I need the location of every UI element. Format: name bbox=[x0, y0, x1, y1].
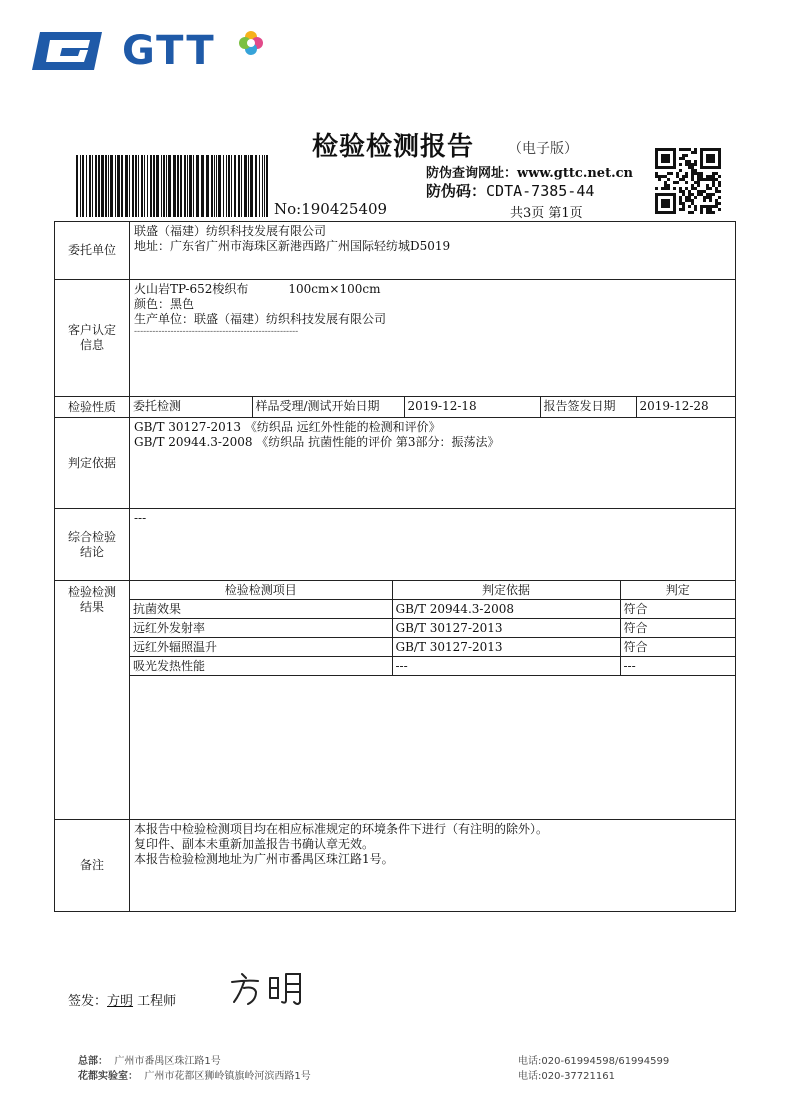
sample-label-line2: 信息 bbox=[79, 338, 104, 352]
verify-url: www.gttc.net.cn bbox=[517, 166, 633, 181]
result-verdict: 符合 bbox=[620, 638, 735, 657]
inspection-type: 委托检测 bbox=[130, 397, 252, 417]
results-row bbox=[55, 581, 736, 820]
result-verdict: --- bbox=[620, 657, 735, 676]
conclusion-row bbox=[55, 509, 736, 581]
basis-line2: GB/T 20944.3-2008 《纺织品 抗菌性能的评价 第3部分：振荡法》 bbox=[134, 435, 500, 449]
results-table bbox=[130, 581, 735, 676]
client-name: 联盛（福建）纺织科技发展有限公司 bbox=[134, 224, 327, 238]
qr-code-icon bbox=[655, 148, 721, 214]
lab-address: 广州市花都区狮岭镇旗岭河滨西路1号 bbox=[144, 1071, 311, 1082]
result-item: 远红外辐照温升 bbox=[130, 638, 392, 657]
table-row bbox=[130, 638, 735, 657]
report-table bbox=[54, 221, 736, 912]
remarks-label: 备注 bbox=[55, 820, 130, 912]
client-address: 地址：广东省广州市海珠区新港西路广州国际轻纺城D5019 bbox=[134, 239, 451, 253]
result-item: 吸光发热性能 bbox=[130, 657, 392, 676]
result-verdict: 符合 bbox=[620, 600, 735, 619]
sample-row bbox=[55, 280, 736, 397]
lab-label: 花都实验室： bbox=[78, 1071, 138, 1082]
signer-title: 工程师 bbox=[137, 994, 177, 1009]
results-label-line1: 检验检测 bbox=[67, 585, 116, 599]
client-row bbox=[55, 222, 736, 280]
basis-label: 判定依据 bbox=[55, 418, 130, 509]
sample-date: 2019-12-18 bbox=[404, 397, 540, 417]
conclusion-label bbox=[55, 509, 130, 581]
hq-phone: 电话:020-61994598/61994599 bbox=[518, 1056, 670, 1067]
table-row bbox=[130, 600, 735, 619]
results-header-basis: 判定依据 bbox=[392, 581, 620, 600]
signature-label: 签发： bbox=[68, 994, 108, 1009]
result-basis: GB/T 20944.3-2008 bbox=[392, 600, 620, 619]
sample-dash-line: ------------------------------------------------------ bbox=[134, 327, 299, 337]
results-label-line2: 结果 bbox=[79, 600, 104, 614]
sample-date-label: 样品受理/测试开始日期 bbox=[252, 397, 404, 417]
signer-name: 方明 bbox=[107, 994, 134, 1009]
table-row bbox=[130, 619, 735, 638]
report-number: No:190425409 bbox=[274, 200, 388, 218]
hq-address: 广州市番禺区珠江路1号 bbox=[114, 1056, 221, 1067]
remarks-line1: 本报告中检验检测项目均在相应标准规定的环境条件下进行（有注明的除外）。 bbox=[134, 822, 549, 836]
results-header-item: 检验检测项目 bbox=[130, 581, 392, 600]
inspection-label: 检验性质 bbox=[55, 397, 130, 418]
issue-date: 2019-12-28 bbox=[636, 397, 735, 417]
lab-phone: 电话:020-37721161 bbox=[518, 1071, 615, 1082]
sample-size: 100cm×100cm bbox=[288, 282, 381, 296]
conclusion-value: --- bbox=[130, 509, 736, 581]
logo-flower-icon bbox=[238, 30, 264, 56]
table-row bbox=[130, 657, 735, 676]
barcode-icon bbox=[76, 155, 272, 217]
gtt-logo-icon bbox=[32, 28, 104, 74]
page-title: 检验检测报告 bbox=[312, 132, 475, 162]
result-item: 远红外发射率 bbox=[130, 619, 392, 638]
client-label: 委托单位 bbox=[55, 222, 130, 280]
basis-line1: GB/T 30127-2013 《纺织品 远红外性能的检测和评价》 bbox=[134, 420, 441, 434]
inspection-row bbox=[55, 397, 736, 418]
sample-product: 火山岩TP-652梭织布 bbox=[134, 282, 249, 296]
sample-manufacturer: 生产单位：联盛（福建）纺织科技发展有限公司 bbox=[134, 312, 387, 326]
remarks-line2: 复印件、副本未重新加盖报告书确认章无效。 bbox=[134, 837, 375, 851]
results-label bbox=[55, 581, 130, 820]
sample-label-line1: 客户认定 bbox=[67, 323, 116, 337]
results-header-verdict: 判定 bbox=[620, 581, 735, 600]
verify-label: 防伪查询网址： bbox=[426, 166, 518, 181]
result-item: 抗菌效果 bbox=[130, 600, 392, 619]
anti-fake-label: 防伪码： bbox=[426, 182, 487, 200]
result-verdict: 符合 bbox=[620, 619, 735, 638]
result-basis: --- bbox=[392, 657, 620, 676]
results-header-row bbox=[130, 581, 735, 600]
basis-row bbox=[55, 418, 736, 509]
edition-label: （电子版） bbox=[508, 141, 578, 157]
sample-label bbox=[55, 280, 130, 397]
result-basis: GB/T 30127-2013 bbox=[392, 638, 620, 657]
logo-text: GTT bbox=[122, 28, 216, 74]
issue-date-label: 报告签发日期 bbox=[540, 397, 636, 417]
handwritten-signature bbox=[228, 968, 308, 1008]
remarks-row bbox=[55, 820, 736, 912]
conclusion-label-line2: 结论 bbox=[79, 544, 104, 559]
anti-fake-code: CDTA-7385-44 bbox=[486, 182, 595, 200]
page-count: 共3页 第1页 bbox=[510, 206, 583, 221]
sample-color: 颜色：黑色 bbox=[134, 297, 195, 311]
remarks-line3: 本报告检验检测地址为广州市番禺区珠江路1号。 bbox=[134, 852, 394, 866]
result-basis: GB/T 30127-2013 bbox=[392, 619, 620, 638]
conclusion-label-line1: 综合检验 bbox=[67, 529, 116, 544]
hq-label: 总部： bbox=[78, 1056, 108, 1067]
